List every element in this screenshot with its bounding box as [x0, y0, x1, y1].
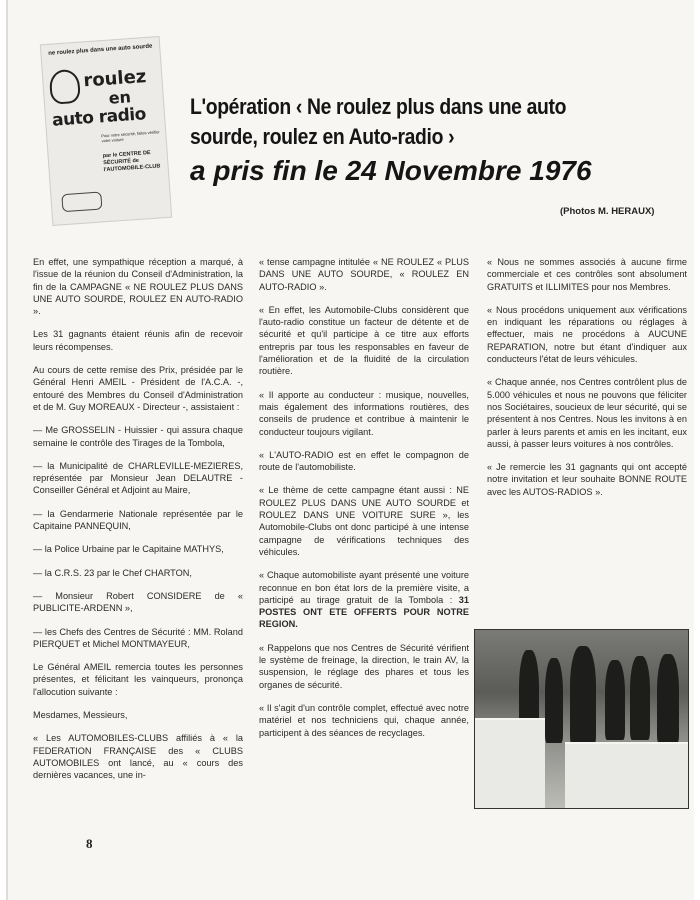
paragraph: — la Municipalité de CHARLEVILLE-MEZIERES, représentée par Monsieur Jean DELAUTRE - Conseiller Général et Adjoint au Maire, — [33, 460, 243, 496]
paragraph: « Rappelons que nos Centres de Sécurité vérifient le système de freinage, la direction, le train AV, la suspension, le réglage des phares et tous les organes de sécurité. — [259, 642, 469, 690]
paragraph-with-bold — [259, 569, 469, 630]
poster-centre-text: par le CENTRE DE SÉCURITÉ de l'AUTOMOBILE-CLUB — [102, 149, 161, 174]
car-illustration-icon — [49, 69, 81, 105]
page-number: 8 — [86, 836, 93, 851]
paragraph: « Il apporte au conducteur : musique, nouvelles, mais également des informations routières, des conseils de prudence et contribue à maintenir le conducteur toujours vigilant. — [259, 389, 469, 437]
article-title — [190, 92, 670, 188]
person-figure — [657, 654, 679, 744]
paragraph: — Monsieur Robert CONSIDERE de « PUBLICITE-ARDENN », — [33, 590, 243, 614]
paragraph: — la Police Urbaine par le Capitaine MATHYS, — [33, 544, 224, 555]
person-figure — [630, 656, 650, 740]
paragraph: « Nous procédons uniquement aux vérifications en indiquant les réparations ou réglages à effectuer, mais ne procédons à AUCUNE REPARATION, notre but étant d'indiquer aux conducteurs l'état de leurs véhicules. — [487, 304, 687, 365]
paragraph: « Je remercie les 31 gagnants qui ont accepté notre invitation et leur souhaite BONNE ROUTE avec les AUTOS-RADIOS ». — [487, 462, 687, 497]
poster-word-roulez: roulez — [82, 66, 147, 92]
paragraph: — les Chefs des Centres de Sécurité : MM. Roland PIERQUET et Michel MONTMAYEUR, — [33, 626, 243, 649]
person-figure — [545, 658, 563, 743]
poster-word-en: en — [108, 87, 132, 108]
paragraph: — la C.R.S. 23 par le Chef CHARTON, — [33, 567, 192, 578]
paragraph: « Les AUTOMOBILES-CLUBS affiliés à « la FEDERATION FRANÇAISE des « CLUBS AUTOMOBILES ont lancé, au « cours des dernières vacances, une in- — [33, 733, 243, 781]
paragraph: « Nous ne sommes associés à aucune firme commerciale et ces contrôles sont absolument GRATUITS et ILLIMITES pour nos Membres. — [487, 257, 687, 292]
paragraph-text: « Chaque automobiliste ayant présenté une voiture reconnue en bon état lors de la première visite, a participé au tirage gratuit de la Tombola : — [259, 570, 469, 605]
paragraph: Mesdames, Messieurs, — [33, 710, 128, 721]
person-figure — [605, 660, 625, 740]
bold-announcement: 31 POSTES ONT ETE OFFERTS POUR NOTRE REGION. — [259, 594, 469, 630]
campaign-poster-image — [40, 36, 172, 226]
table-shape — [565, 742, 689, 809]
poster-word-auto-radio: auto radio — [51, 104, 147, 131]
text-column-1 — [33, 256, 243, 793]
paragraph: — Me GROSSELIN - Huissier - qui assura chaque semaine le contrôle des Tirages de la Tombola, — [33, 425, 243, 448]
paragraph: « tense campagne intitulée « NE ROULEZ « PLUS DANS UNE AUTO SOURDE, « ROULEZ EN AUTO-RADIO ». — [259, 257, 469, 292]
title-line-3: a pris fin le 24 Novembre 1976 — [190, 155, 592, 186]
page-edge — [6, 0, 8, 900]
paragraph: « Il s'agit d'un contrôle complet, effectué avec notre matériel et nos techniciens qui, chaque année, participent à des séances de recyclages. — [259, 702, 469, 738]
ceremony-photo — [474, 629, 689, 809]
photo-credit: (Photos M. HERAUX) — [560, 206, 655, 217]
hand-illustration-icon — [61, 191, 102, 212]
paragraph: « L'AUTO-RADIO est en effet le compagnon de route de l'automobiliste. — [259, 449, 469, 473]
poster-tiny-text: Pour votre sécurité, faites vérifier votre voiture — [101, 129, 160, 144]
paragraph: Au cours de cette remise des Prix, présidée par le Général Henri AMEIL - Président de l'A.C.A. -, entouré des Membres du Conseil d'Administration et de M. Guy MOREAUX - Directeur -, assistaient : — [33, 365, 243, 412]
paragraph: Les 31 gagnants étaient réunis afin de recevoir leurs récompenses. — [33, 329, 243, 352]
table-shape — [475, 718, 545, 809]
text-column-3 — [487, 256, 687, 509]
paragraph: « Chaque année, nos Centres contrôlent plus de 5.000 véhicules et nous ne pouvons que féliciter nos Sociétaires, soucieux de leur sécurité, qui se présentent à nos Centres. Nous les invitons à en parler à leurs parents et amis en les incitant, eux aussi, à passer leurs voitures à nos contrôles. — [487, 377, 687, 449]
paragraph: « Le thème de cette campagne étant aussi : NE ROULEZ PLUS DANS UNE AUTO SOURDE et ROULEZ DANS UNE VOITURE SURE », les Automobile-Clubs ont donc participé à une intense campagne de vérifications techniques des véhicules. — [259, 485, 469, 557]
paragraph: « En effet, les Automobile-Clubs considèrent que l'auto-radio constitue un facteur de détente et de sécurité et qu'il participe à ce titre aux efforts entrepris par tous les responsables en faveur de l'amélioration et de la fluidité de la circulation routière. — [259, 304, 469, 377]
poster-small-text: ne roulez plus dans une auto sourde — [48, 43, 153, 57]
paragraph: — la Gendarmerie Nationale représentée par le Capitaine PANNEQUIN, — [33, 508, 243, 532]
paragraph: Le Général AMEIL remercia toutes les personnes présentes, et félicitant les vainqueurs, prononça l'allocution suivante : — [33, 662, 243, 697]
text-column-2 — [259, 256, 469, 750]
person-figure — [570, 646, 596, 746]
paragraph: En effet, une sympathique réception a marqué, à l'issue de la réunion du Conseil d'Administration, la fin de la CAMPAGNE « NE ROULEZ PLUS DANS UNE AUTO SOURDE, ROULEZ EN AUTO-RADIO ». — [33, 257, 243, 317]
title-line-2: sourde, roulez en Auto-radio › — [190, 124, 455, 149]
title-line-1: L'opération ‹ Ne roulez plus dans une auto — [190, 94, 567, 119]
